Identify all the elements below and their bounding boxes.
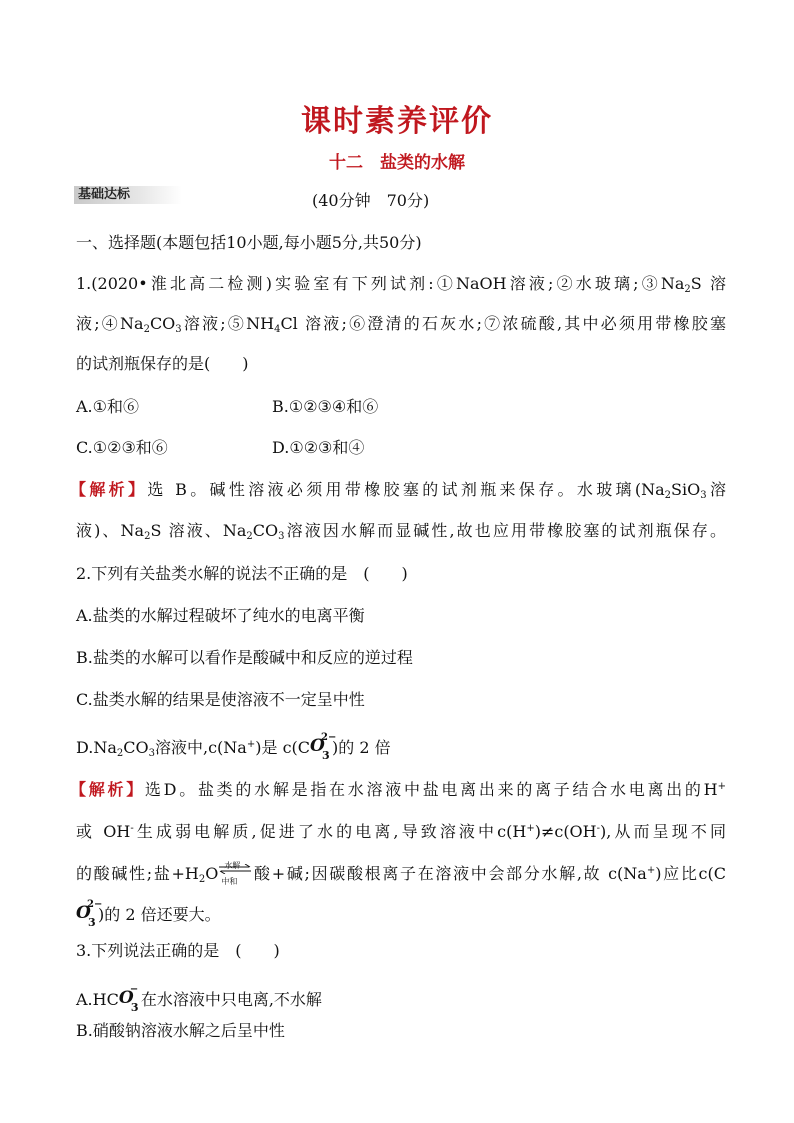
answer-tag: 【解析】 — [70, 480, 148, 499]
question-1-answer-line-2: 液)、$Na_2S$ 溶液、$Na_2CO_3$溶液因水解而显碱性,故也应用带橡胶塞的试剂瓶保存。 — [76, 521, 726, 542]
time-score: (40分钟 70分) — [312, 191, 430, 210]
question-1-line-3: 的试剂瓶保存的是( ) — [76, 354, 249, 373]
question-2-option-d: $D.Na_2CO_3$溶液中,c(Na+)是 c(C O 3 2− )的 2 倍 — [76, 732, 391, 762]
equilibrium-arrow-icon: 水解 中和 — [218, 861, 252, 881]
option-d: D.①②③和④ — [272, 438, 365, 457]
option-c: C.①②③和⑥ — [76, 438, 168, 457]
question-3-stem: 3.下列说法正确的是 ( ) — [76, 941, 280, 960]
answer-tag: 【解析】 — [70, 780, 145, 799]
question-2-option-a: A.盐类的水解过程破坏了纯水的电离平衡 — [76, 606, 365, 625]
question-1-line-1: 1.(2020•淮北高二检测)实验室有下列试剂:①NaOH溶液;②水玻璃$;③Na_2S$ 溶 — [76, 274, 726, 295]
question-2-answer-line-1: 【解析】选D。盐类的水解是指在水溶液中盐电离出来的离子结合水电离出的H+ — [70, 780, 726, 799]
option-a: A.①和⑥ — [76, 397, 139, 416]
question-2-answer-line-3: 的酸碱性;盐$+H_2O$ 水解 中和 酸+碱;因碳酸根离子在溶液中会部分水解,故 c(Na+)应比c(C — [76, 861, 726, 886]
bicarbonate-ion: O 3 − — [118, 984, 139, 1014]
question-3-option-a: A.HC O 3 − 在水溶液中只电离,不水解 — [76, 984, 322, 1014]
option-b: B.①②③④和⑥ — [272, 397, 379, 416]
question-2-option-c: C.盐类水解的结果是使溶液不一定呈中性 — [76, 690, 365, 709]
carbonate-ion: O 3 2− — [76, 899, 103, 929]
carbonate-ion: O 3 2− — [310, 732, 337, 762]
question-2-option-b: B.盐类的水解可以看作是酸碱中和反应的逆过程 — [76, 648, 413, 667]
question-1-options-cd — [76, 437, 726, 459]
question-2-stem: 2.下列有关盐类水解的说法不正确的是 ( ) — [76, 564, 408, 583]
section-heading: 一、选择题(本题包括10小题,每小题5分,共50分) — [76, 233, 422, 252]
question-3-option-b: B.硝酸钠溶液水解之后呈中性 — [76, 1021, 285, 1040]
section-badge: 基础达标 — [74, 186, 182, 204]
question-1-line-2: 液$;④Na_2CO_3$溶液$;⑤NH_4Cl$ 溶液;⑥澄清的石灰水;⑦浓硫酸,其中必须用带橡胶塞 — [76, 314, 726, 335]
question-1-options-ab — [76, 396, 726, 418]
page-subtitle: 十二 盐类的水解 — [329, 153, 465, 173]
page-title: 课时素养评价 — [301, 104, 493, 139]
question-2-answer-line-4: O 3 2− )的 2 倍还要大。 — [76, 899, 221, 929]
question-1-answer-line-1: 【解析】选 B。碱性溶液必须用带橡胶塞的试剂瓶来保存。水玻璃($Na_2SiO_3$溶 — [70, 480, 726, 501]
question-2-answer-line-2: 或 OH-生成弱电解质,促进了水的电离,导致溶液中c(H+)≠c(OH-),从而呈现不同 — [76, 822, 726, 841]
